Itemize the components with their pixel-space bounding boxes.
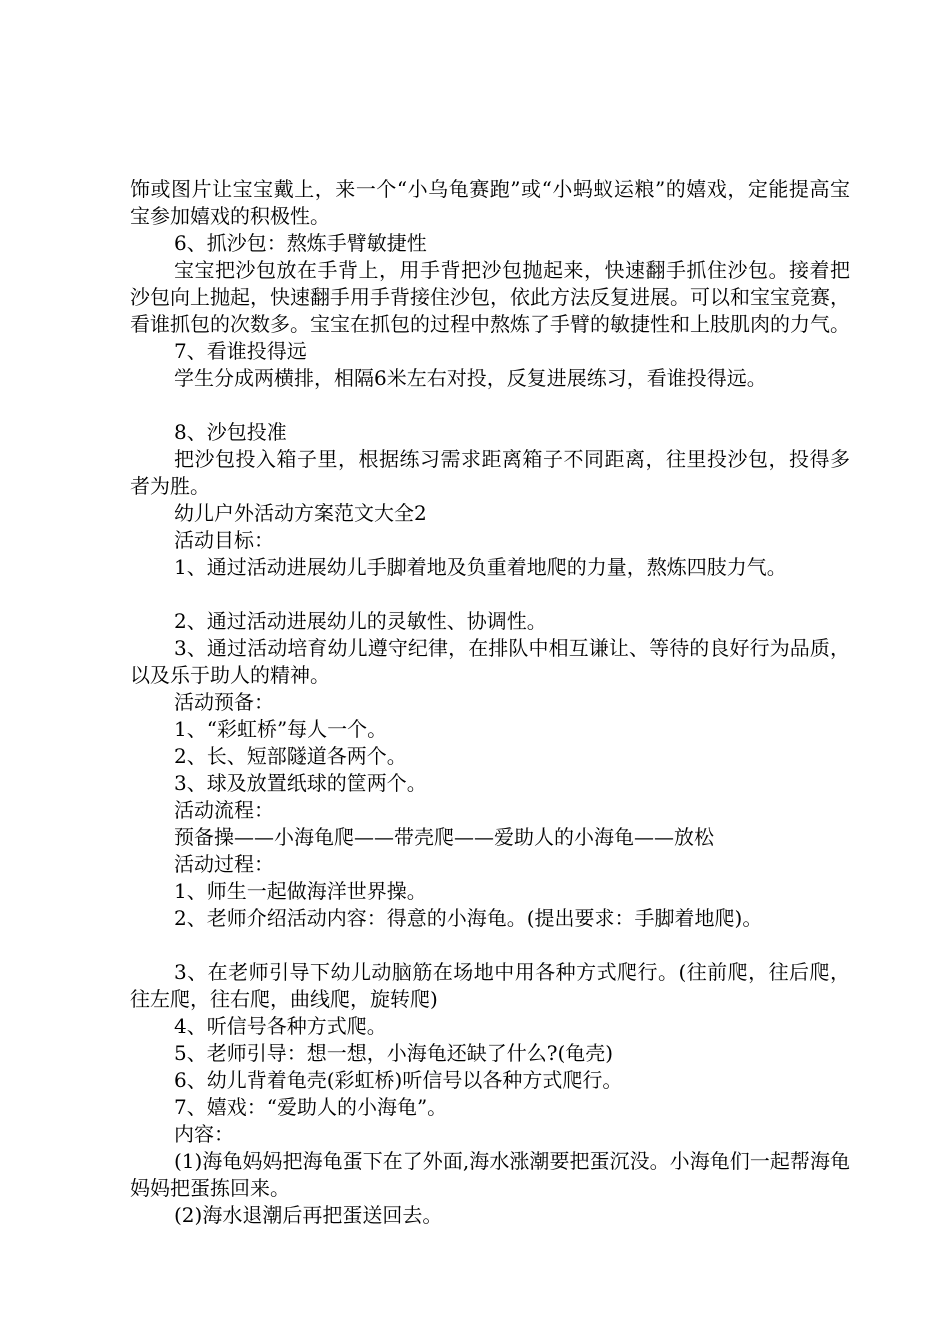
list-item: 7、嬉戏：“爱助人的小海龟”。 — [174, 1095, 448, 1119]
list-item-heading: 8、沙包投准 — [174, 420, 287, 444]
list-item-heading: 7、看谁投得远 — [174, 339, 307, 363]
paragraph: 把沙包投入箱子里，根据练习需求距离箱子不同距离，往里投沙包，投得多者为胜。 — [130, 447, 850, 498]
section-heading: 活动预备： — [174, 690, 274, 714]
paragraph: 宝宝把沙包放在手背上，用手背把沙包抛起来，快速翻手抓住沙包。接着把沙包向上抛起，快速翻手用手背接住沙包，依此方法反复进展。可以和宝宝竞赛，看谁抓包的次数多。宝宝在抓包的过程中熬炼了手臂的敏捷性和上肢肌肉的力气。 — [130, 258, 850, 336]
list-item: 6、幼儿背着龟壳(彩虹桥)听信号以各种方式爬行。 — [174, 1068, 623, 1092]
paragraph: 预备操——小海龟爬——带壳爬——爱助人的小海龟——放松 — [174, 825, 714, 849]
list-item: 5、老师引导：想一想，小海龟还缺了什么?(龟壳) — [174, 1041, 614, 1065]
document-body — [130, 176, 850, 1229]
blank-line — [130, 581, 850, 608]
list-item: 2、通过活动进展幼儿的灵敏性、协调性。 — [174, 609, 547, 633]
blank-line — [130, 932, 850, 959]
section-heading: 活动流程： — [174, 798, 274, 822]
list-item: 1、通过活动进展幼儿手脚着地及负重着地爬的力量，熬炼四肢力气。 — [174, 555, 787, 579]
paragraph: 学生分成两横排，相隔6米左右对投，反复进展练习，看谁投得远。 — [174, 366, 767, 390]
list-item: 3、在老师引导下幼儿动脑筋在场地中用各种方式爬行。(往前爬，往后爬，往左爬，往右爬，曲线爬，旋转爬) — [130, 960, 850, 1011]
list-item-heading: 6、抓沙包：熬炼手臂敏捷性 — [174, 231, 427, 255]
list-item: 3、通过活动培育幼儿遵守纪律，在排队中相互谦让、等待的良好行为品质，以及乐于助人的精神。 — [130, 636, 850, 687]
section-heading: 内容： — [174, 1122, 234, 1146]
list-item: 1、“彩虹桥”每人一个。 — [174, 717, 388, 741]
list-item: 2、老师介绍活动内容：得意的小海龟。(提出要求：手脚着地爬)。 — [174, 906, 763, 930]
list-item: (1)海龟妈妈把海龟蛋下在了外面,海水涨潮要把蛋沉没。小海龟们一起帮海龟妈妈把蛋拣回来。 — [130, 1149, 850, 1200]
list-item: 2、长、短部隧道各两个。 — [174, 744, 407, 768]
section-heading: 活动过程： — [174, 852, 274, 876]
section-heading: 活动目标： — [174, 528, 274, 552]
list-item: 4、听信号各种方式爬。 — [174, 1014, 387, 1038]
list-item: (2)海水退潮后再把蛋送回去。 — [174, 1203, 443, 1227]
list-item: 1、师生一起做海洋世界操。 — [174, 879, 427, 903]
list-item: 3、球及放置纸球的筐两个。 — [174, 771, 427, 795]
section-title: 幼儿户外活动方案范文大全2 — [174, 501, 427, 525]
blank-line — [130, 392, 850, 419]
paragraph: 饰或图片让宝宝戴上，来一个“小乌龟赛跑”或“小蚂蚁运粮”的嬉戏，定能提高宝宝参加嬉戏的积极性。 — [130, 177, 850, 228]
